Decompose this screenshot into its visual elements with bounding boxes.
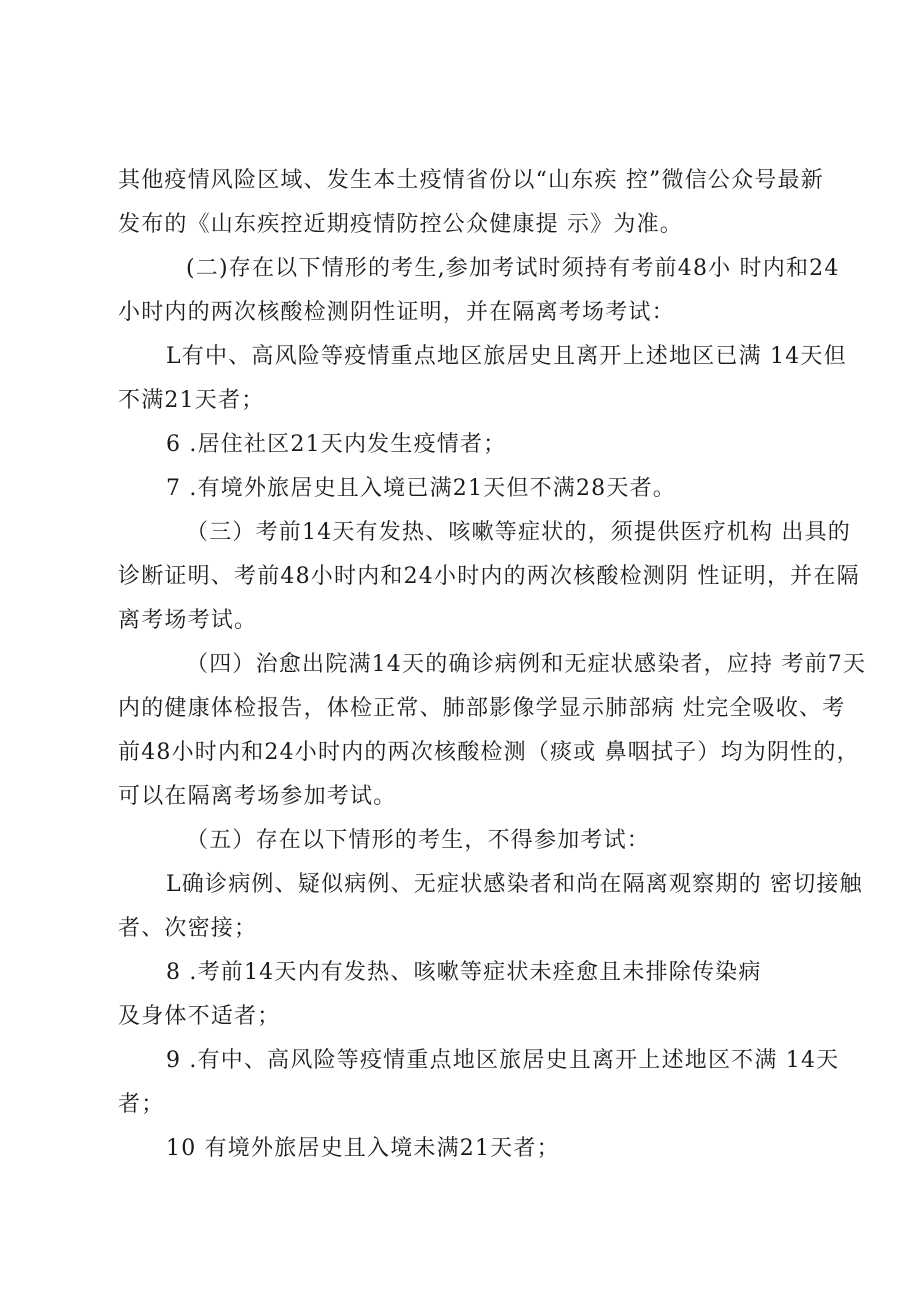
text-line: 发布的《山东疾控近期疫情防控公众健康提 示》为准。 [118,212,683,237]
list-item: L有中、高风险等疫情重点地区旅居史且离开上述地区已满 14天但 [166,344,847,369]
text-line: 前48小时内和24小时内的两次核酸检测（痰或 鼻咽拭子）均为阴性的， [118,740,860,765]
text-line: 内的健康体检报告，体检正常、肺部影像学显示肺部病 灶完全吸收、考 [118,696,846,721]
list-item: 10 有境外旅居史且入境未满21天者； [166,1136,560,1161]
section-heading-3: （三）考前14天有发热、咳嗽等症状的，须提供医疗机构 出具的 [186,520,851,545]
text-line: 诊断证明、考前48小时内和24小时内的两次核酸检测阴 性证明，并在隔 [118,564,860,589]
text-line: 不满21天者； [118,388,265,413]
list-item: L确诊病例、疑似病例、无症状感染者和尚在隔离观察期的 密切接触 [166,872,863,897]
section-heading-5: （五）存在以下情形的考生，不得参加考试： [186,828,651,853]
section-heading-2: (二)存在以下情形的考生,参加考试时须持有考前48小 时内和24 [186,256,840,281]
text-line: 及身体不适者； [118,1004,281,1029]
text-line: 可以在隔离考场参加考试。 [118,784,397,809]
list-item: 9 .有中、高风险等疫情重点地区旅居史且离开上述地区不满 14天 [166,1048,840,1073]
text-line: 离考场考试。 [118,608,258,633]
text-line: 者、次密接； [118,916,258,941]
text-line: 其他疫情风险区域、发生本土疫情省份以“山东疾 控”微信公众号最新 [118,168,824,193]
list-item: 8 .考前14天内有发热、咳嗽等症状未痊愈且未排除传染病 [166,960,762,985]
text-line: 小时内的两次核酸检测阴性证明，并在隔离考场考试： [118,300,675,325]
list-item: 7 .有境外旅居史且入境已满21天但不满28天者。 [166,476,676,501]
section-heading-4: （四）治愈出院满14天的确诊病例和无症状感染者，应持 考前7天 [186,652,867,677]
list-item: 6 .居住社区21天内发生疫情者； [166,432,507,457]
text-line: 者； [118,1092,165,1117]
